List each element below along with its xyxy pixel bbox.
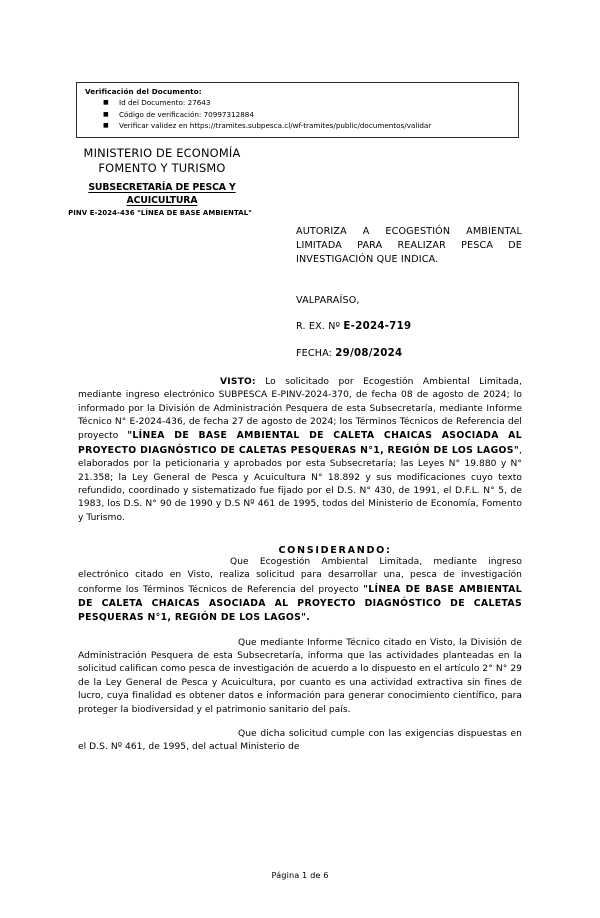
visto-label: VISTO: [220,377,256,387]
date-value: 29/08/2024 [335,348,403,359]
verification-list [85,97,512,132]
resolution-number [296,321,411,332]
project-title-visto: "LÍNEA DE BASE AMBIENTAL DE CALETA CHAICAS ASOCIADA AL PROYECTO DIAGNÓSTICO DE CALETAS PESQUERAS N°1, REGIÓN DE LOS LAGOS" [78,430,522,456]
verification-item-text: Id del Documento: 27643 [119,98,211,107]
verification-item-text: Verificar validez en https://tramites.subpesca.cl/wf-tramites/public/documentos/validar [119,121,432,131]
subsecretaria-line-1: SUBSECRETARÍA DE PESCA Y [88,182,236,193]
place-label: VALPARAÍSO, [296,295,360,306]
considerando-3-text: Que dicha solicitud cumple con las exigencias dispuestas en el D.S. Nº 461, de 1995, del actual Ministerio de [78,728,522,753]
authorization-summary: AUTORIZA A ECOGESTIÓN AMBIENTAL LIMITADA PARA REALIZAR PESCA DE INVESTIGACIÓN QUE INDICA. [296,226,522,265]
considerando-heading: CONSIDERANDO: [278,544,392,556]
paragraph-considerando-3 [78,728,522,755]
visto-text-1: Lo solicitado por Ecogestión Ambiental Limitada, mediante ingreso electrónico SUBPESCA E-PINV-2024-370, de fecha 08 de agosto de 2024; lo informado por la División de Administración Pesquera de esta Subsecretaría, mediante Informe Técnico N° E-2024-436, de fecha 27 de agosto de 2024; los Términos Técnicos de Referencia del proyecto [78,377,522,442]
subsecretaria-line-2: ACUICULTURA [126,195,198,207]
verification-title: Verificación del Documento: [85,87,202,96]
date-label: FECHA: [296,348,333,359]
paragraph-visto [78,376,522,525]
project-title-considerando: "LÍNEA DE BASE AMBIENTAL DE CALETA CHAICAS ASOCIADA AL PROYECTO DIAGNÓSTICO DE CALETAS PESQUERAS N°1, REGIÓN DE LOS LAGOS". [78,583,522,624]
ministry-line-2: FOMENTO Y TURISMO [98,161,226,176]
visto-text-2: , elaborados por la peticionaria y aprobados por esta Subsecretaría; las Leyes N° 19.880 y N° 21.358; la Ley General de Pesca y Acuicultura N° 18.892 y sus modificaciones cuyo texto refundido, coordinado y sistematizado fue fijado por el D.S. N° 430, de 1991, el D.F.L. N° 5, de 1983, los D.S. N° 90 de 1990 y D.S Nº 461 de 1995, todos del Ministerio de Economía, Fomento y Turismo. [78,445,522,523]
bullet-icon: ■ [103,99,109,106]
project-code-label: PINV E-2024-436 "LÍNEA DE BASE AMBIENTAL" [68,209,252,217]
ministry-heading [34,146,290,177]
verification-box [76,82,519,138]
resolution-label: R. EX. Nº [296,321,341,332]
considerando-2-text: Que mediante Informe Técnico citado en Visto, la División de Administración Pesquera de esta Subsecretaría, informa que las actividades planteadas en la solicitud califican como pesca de investigación de acuerdo a lo dispuesto en el artículo 2° N° 29 de la Ley General de Pesca y Acuicultura, por cuanto es una actividad extractiva sin fines de lucro, cuya finalidad es obtener datos e información para generar conocimiento científico, para proteger la biodiversidad y el patrimonio sanitario del país. [78,637,522,715]
bullet-icon: ■ [103,110,109,118]
considerando-1-text: Que Ecogestión Ambiental Limitada, mediante ingreso electrónico citado en Visto, realiza solicitud para desarrollar una, pesca de investigación conforme los Términos Técnicos de Referencia del proyecto [78,556,522,595]
paragraph-considerando-1 [78,556,522,626]
verification-item-text: Código de verificación: 70997312884 [119,109,254,119]
paragraph-considerando-2 [78,637,522,717]
resolution-value: E-2024-719 [343,321,412,332]
resolution-date [296,348,402,359]
subsecretaria-heading [34,181,290,207]
verification-item-url [85,120,512,132]
page-footer: Página 1 de 6 [271,870,329,880]
verification-item-id [85,97,512,109]
document-body [78,376,522,755]
bullet-icon: ■ [103,122,109,130]
verification-item-code [85,109,512,121]
ministry-line-1: MINISTERIO DE ECONOMÍA [83,146,241,160]
